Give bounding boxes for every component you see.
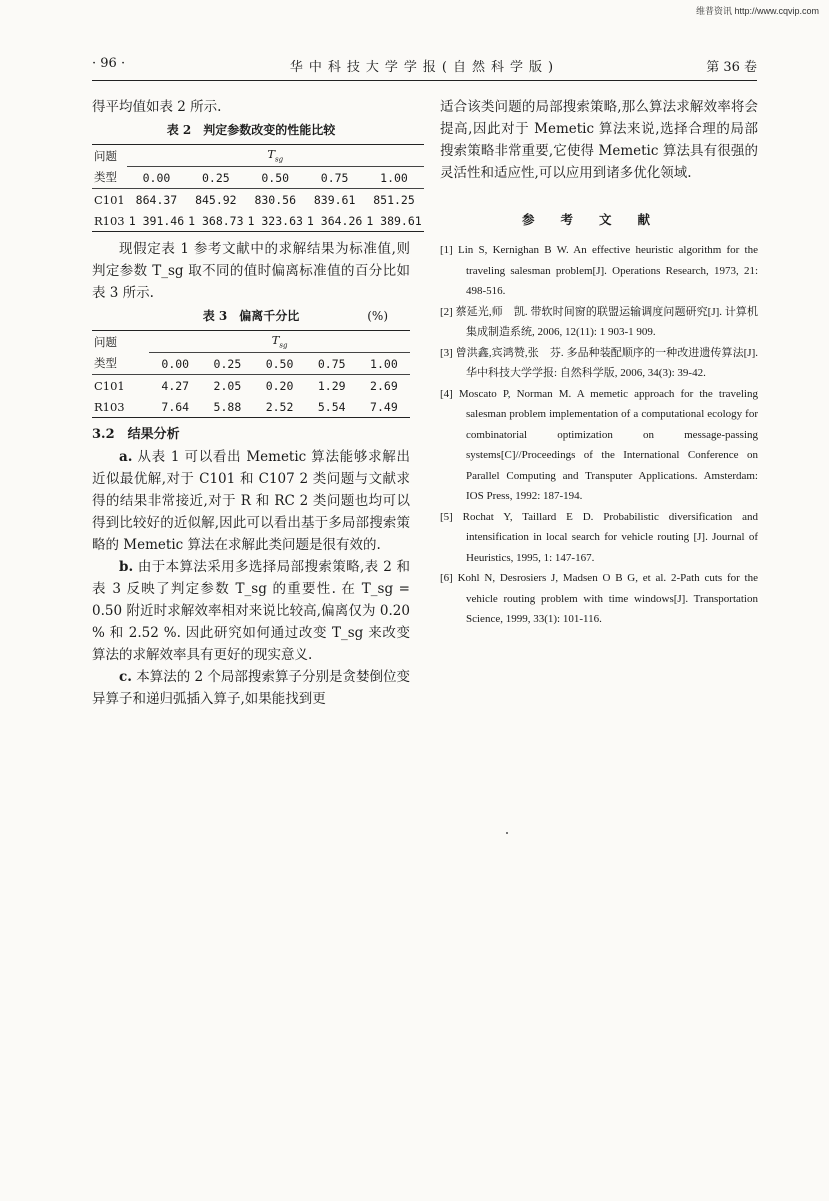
table3-hdr-3: 0.75 xyxy=(317,356,346,371)
reference-item: [2] 蔡延光,师 凯. 带软时间窗的联盟运输调度问题研究[J]. 计算机集成制造系统, 2006, 12(11): 1 903-1 909. xyxy=(440,305,758,338)
table2-param-symbol: $T_{sg}$ xyxy=(127,145,424,167)
table2-row-name: R103 xyxy=(94,213,125,228)
table3-col-head2: 类型 xyxy=(94,356,117,371)
table-row xyxy=(92,210,424,232)
table3-row-name: C101 xyxy=(94,378,125,393)
reference-item: [3] 曾洪鑫,宾鸿赞,张 芬. 多品种装配顺序的一种改进遗传算法[J]. 华中科技大学学报: 自然科学版, 2006, 34(3): 39-42. xyxy=(440,346,758,379)
table3-hdr-2: 0.50 xyxy=(265,356,294,371)
intro-text: 得平均值如表 2 所示. xyxy=(92,99,222,115)
journal-title: 华中科技大学学报(自然科学版) xyxy=(289,60,560,75)
references-heading: 参考文献 xyxy=(521,212,676,227)
table-cell: 1 323.63 xyxy=(247,213,303,228)
volume-label: 第 36 卷 xyxy=(706,60,757,75)
reference-item: [6] Kohl N, Desrosiers J, Madsen O B G, et al. 2-Path cuts for the vehicle routing problem with time windows[J]. Transportation Science, 1999, 33(1): 101-116. xyxy=(440,572,758,625)
table3 xyxy=(92,330,410,418)
reference-item: [4] Moscato P, Norman M. A memetic approach for the traveling salesman problem implementation of a computational ecology for combinatorial optimization on message-passing systems[C]//Proceedings of the International Conference on Parallel Computing and Transputer Applications. Amsterdam: IOS Press, 1992: 187-194. xyxy=(440,387,758,502)
table-cell: 2.69 xyxy=(370,378,398,393)
paragraph-a: a. 从表 1 可以看出 Memetic 算法能够求解出近似最优解,对于 C101 和 C107 2 类问题与文献求得的结果非常接近,对于 R 和 RC 2 类问题也均可以得到比较好的近似解,因此可以看出基于多局部搜索策略的 Memetic 算法在求解此类问题是很有效的. xyxy=(92,449,410,553)
table-row xyxy=(92,375,410,397)
table-cell: 1 368.73 xyxy=(188,213,244,228)
table-cell: 851.25 xyxy=(373,192,415,207)
left-column xyxy=(92,96,422,710)
table3-caption: 表 3 偏离千分比 (%) xyxy=(92,306,410,326)
table2-hdr-4: 1.00 xyxy=(380,170,408,185)
table-cell: 0.20 xyxy=(265,378,294,393)
table2-hdr-1: 0.25 xyxy=(201,170,230,185)
table3-unit: (%) xyxy=(367,309,388,323)
paragraph-standard-value: 现假定表 1 参考文献中的求解结果为标准值,则判定参数 T_sg 取不同的值时偏离标准值的百分比如表 3 所示. xyxy=(92,241,410,301)
table2-caption: 表 2 判定参数改变的性能比较 xyxy=(166,123,336,137)
table3-col-head1: 问题 xyxy=(94,334,117,349)
table-cell: 2.05 xyxy=(213,378,242,393)
scan-speck xyxy=(506,832,508,834)
section-heading: 3.2 结果分析 xyxy=(92,427,180,442)
table-cell: 1.29 xyxy=(317,378,346,393)
table-cell: 5.88 xyxy=(213,399,242,414)
paragraph-continued: 适合该类问题的局部搜索策略,那么算法求解效率将会提高,因此对于 Memetic 算法来说,选择合理的局部搜索策略非常重要,它使得 Memetic 算法具有很强的灵活性和适应性,可以应用到诸多优化领域. xyxy=(440,99,758,181)
table-cell: 5.54 xyxy=(317,399,346,414)
table2-col-head2: 类型 xyxy=(94,170,117,185)
paragraph-c: c. 本算法的 2 个局部搜索算子分别是贪婪倒位变异算子和递归弧插入算子,如果能找到更 xyxy=(92,669,410,707)
right-column xyxy=(440,96,758,630)
reference-item: [1] Lin S, Kernighan B W. An effective heuristic algorithm for the traveling salesman problem[J]. Operations Research, 1973, 21: 498-516. xyxy=(440,244,758,297)
table2-hdr-0: 0.00 xyxy=(142,170,171,185)
table-cell: 4.27 xyxy=(161,378,190,393)
table-cell: 7.64 xyxy=(161,399,190,414)
table2-hdr-2: 0.50 xyxy=(261,170,290,185)
table-cell: 1 364.26 xyxy=(306,213,363,228)
header-rule xyxy=(92,80,757,81)
running-header xyxy=(92,56,757,76)
table-cell: 864.37 xyxy=(135,192,178,207)
table3-param-symbol: $T_{sg}$ xyxy=(149,331,410,353)
table2 xyxy=(92,144,424,232)
table-cell: 1 391.46 xyxy=(128,213,185,228)
page-number: · 96 · xyxy=(92,56,126,71)
table-cell: 839.61 xyxy=(313,192,356,207)
table3-row-name: R103 xyxy=(94,399,125,414)
table2-hdr-3: 0.75 xyxy=(320,170,349,185)
table3-hdr-0: 0.00 xyxy=(161,356,190,371)
watermark: 维普资讯 http://www.cqvip.com xyxy=(695,6,819,16)
table-cell: 830.56 xyxy=(254,192,296,207)
reference-item: [5] Rochat Y, Taillard E D. Probabilistic diversification and intensification in local search for vehicle routing [J]. Journal of Heuristics, 1995, 1: 147-167. xyxy=(440,510,758,564)
table-cell: 7.49 xyxy=(370,399,398,414)
table-cell: 1 389.61 xyxy=(366,213,422,228)
paragraph-b: b. 由于本算法采用多选择局部搜索策略,表 2 和表 3 反映了判定参数 T_sg 的重要性. 在 T_sg = 0.50 附近时求解效率相对来说比较高,偏离仅为 0.20 % 和 2.52 %. 因此研究如何通过改变 T_sg 来改变算法的求解效率具有更好的现实意义. xyxy=(92,559,410,663)
table-cell: 845.92 xyxy=(195,192,237,207)
table3-hdr-4: 1.00 xyxy=(370,356,398,371)
table-row xyxy=(92,189,424,211)
table2-row-name: C101 xyxy=(94,192,125,207)
table2-col-head1: 问题 xyxy=(94,148,117,163)
table3-hdr-1: 0.25 xyxy=(213,356,242,371)
table-cell: 2.52 xyxy=(265,399,294,414)
table-row xyxy=(92,396,410,418)
